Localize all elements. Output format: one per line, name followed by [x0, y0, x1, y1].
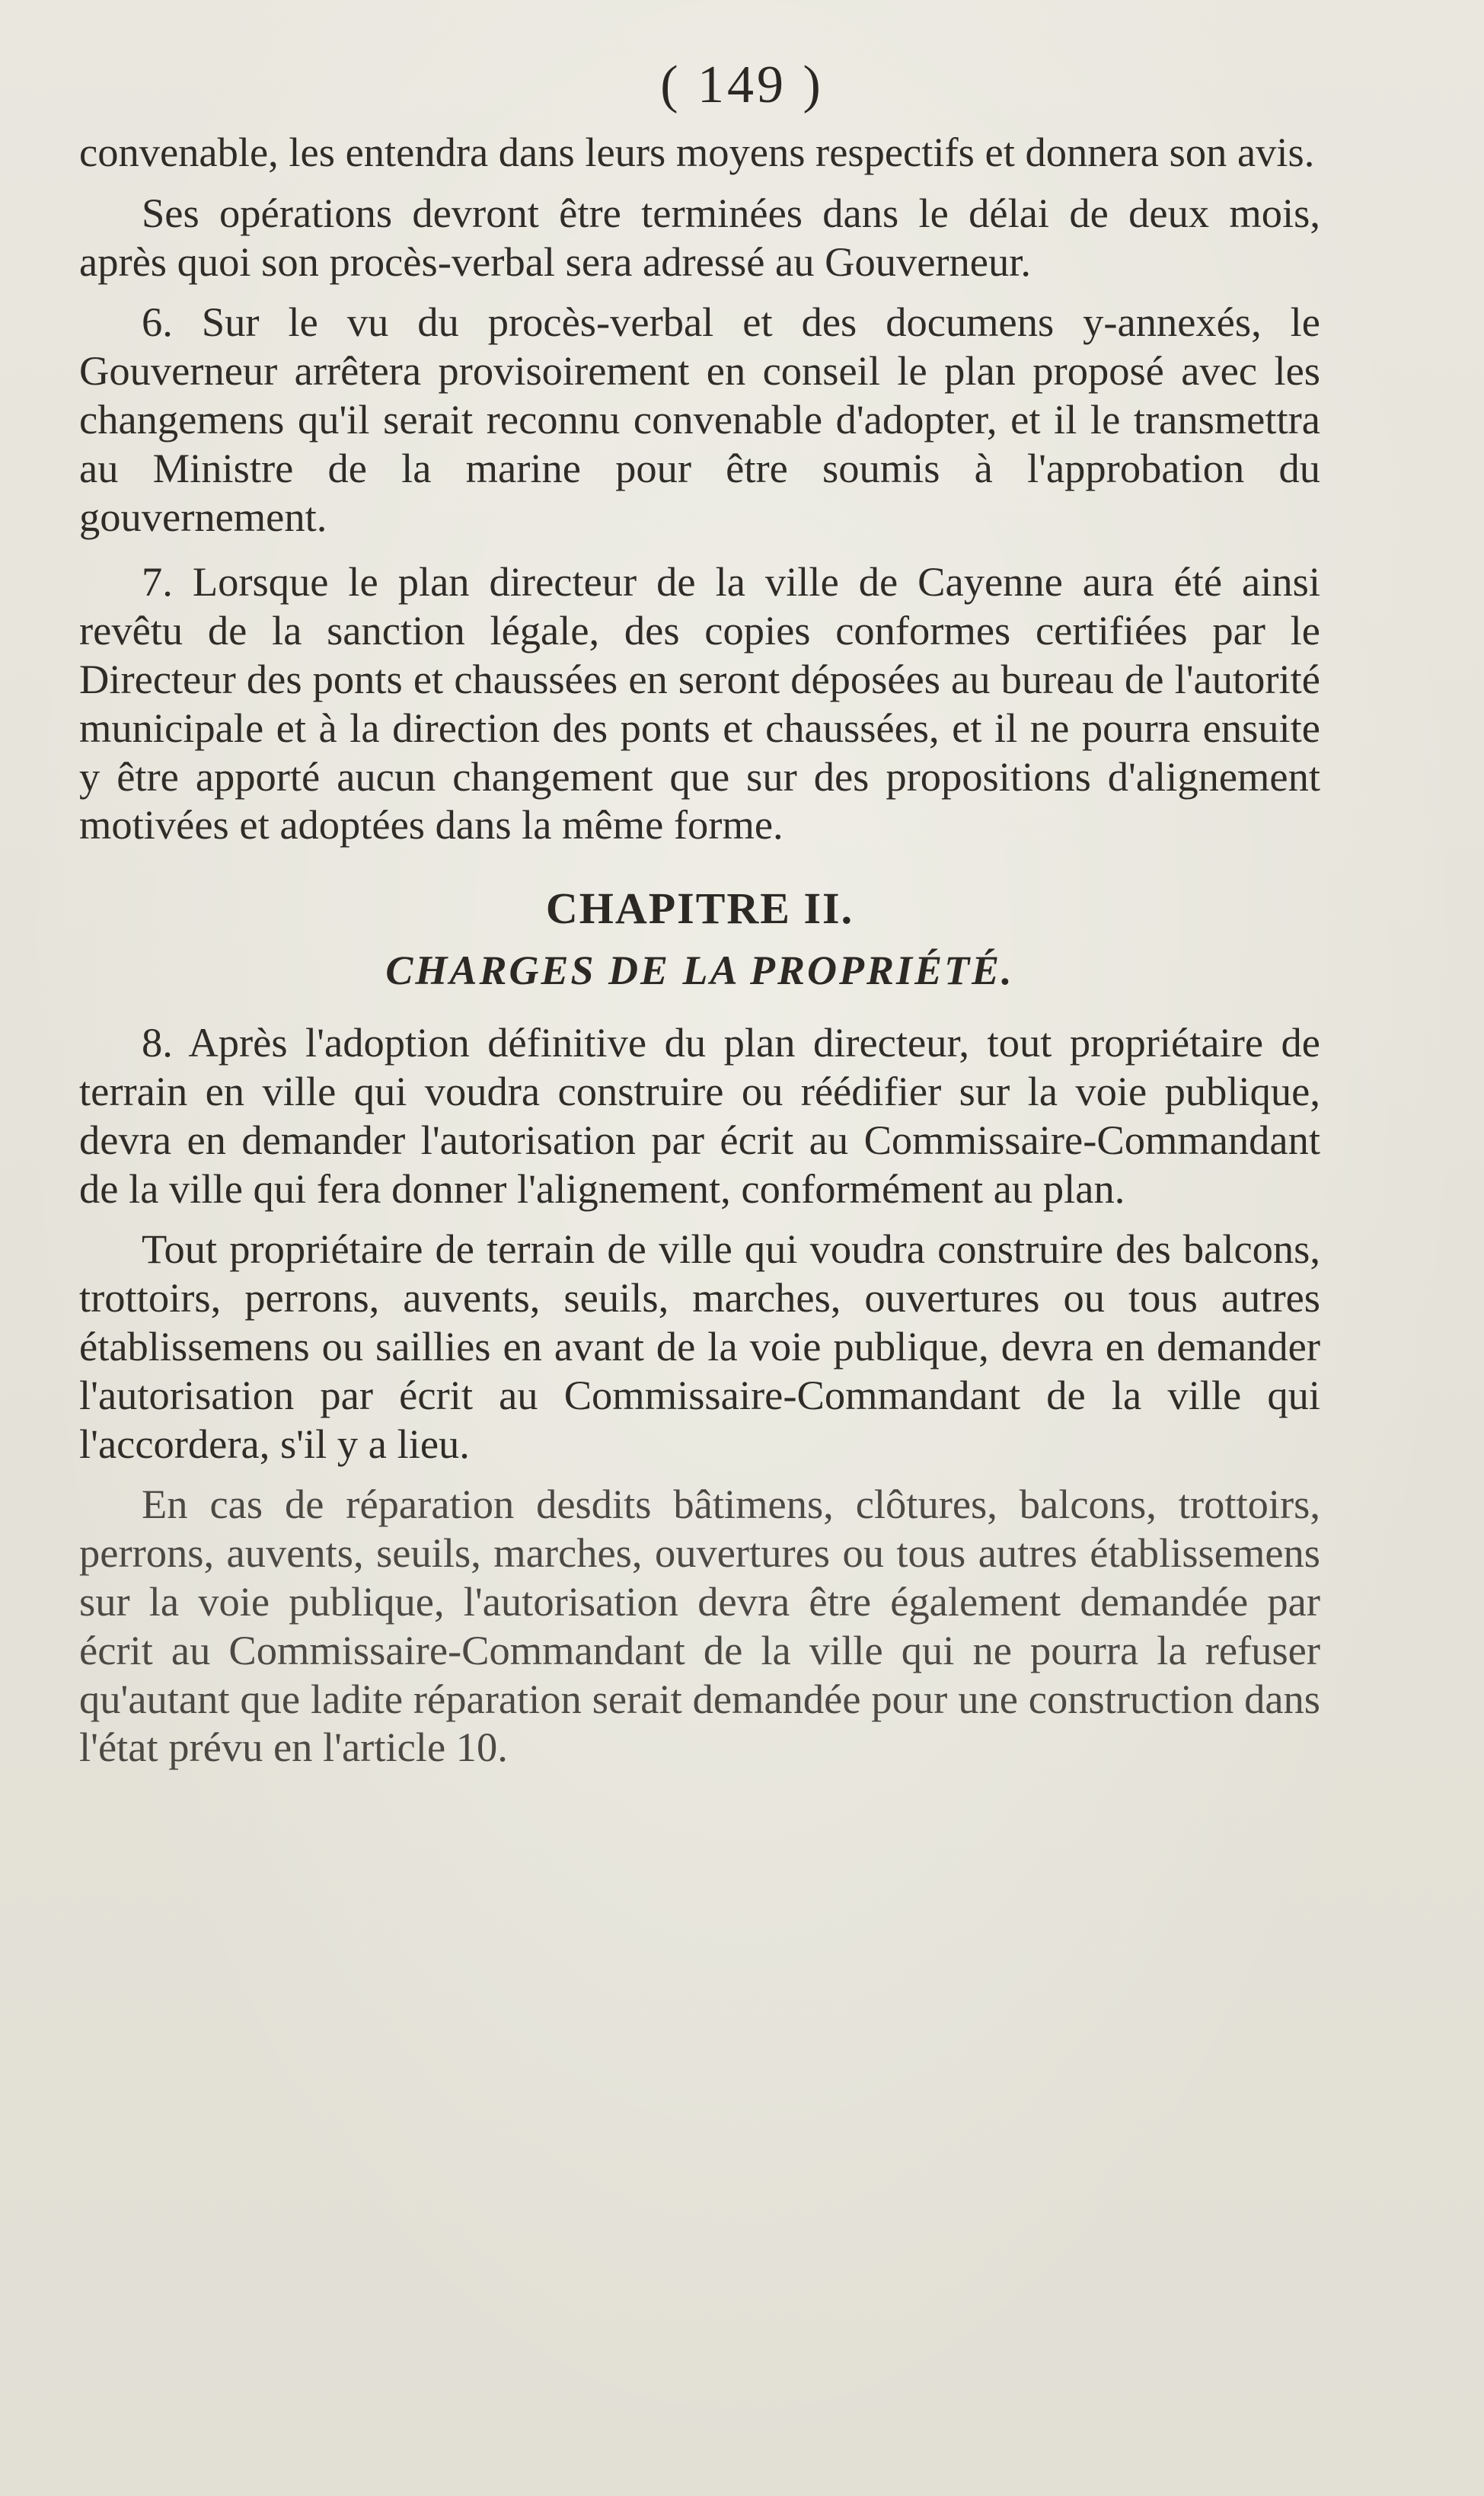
paragraph-reparation: En cas de réparation desdits bâtimens, clôtures, balcons, trottoirs, perrons, auvents, seuils, marches, ouvertures ou tous autres établissemens sur la voie publique, l'autorisation devra être également demandée par écrit au Commissaire-Commandant de la ville qui ne pourra la refuser qu'autant que ladite réparation serait demandée pour une construction dans l'état prévu en l'article 10. — [79, 1481, 1320, 1771]
paragraph-article-7: 7. Lorsque le plan directeur de la ville de Cayenne aura été ainsi revêtu de la sanction légale, des copies conformes certifiées par le Directeur des ponts et chaussées en seront déposées au bureau de l'autorité municipale et à la direction des ponts et chaussées, et il ne pourra ensuite y être apporté aucun changement que sur des propositions d'alignement motivées et adoptées dans la même forme. — [79, 558, 1320, 849]
paragraph-balcons: Tout propriétaire de terrain de ville qui voudra construire des balcons, trottoirs, perrons, auvents, seuils, marches, ouvertures ou tous autres établissemens ou saillies en avant de la voie publique, devra en demander l'autorisation par écrit au Commissaire-Commandant de la ville qui l'accordera, s'il y a lieu. — [79, 1226, 1320, 1467]
paragraph-operations: Ses opérations devront être terminées dans le délai de deux mois, après quoi son procès-verbal sera adressé au Gouverneur. — [79, 189, 1320, 285]
paragraph-article-6: 6. Sur le vu du procès-verbal et des documens y-annexés, le Gouverneur arrêtera provisoirement en conseil le plan proposé avec les changemens qu'il serait reconnu convenable d'adopter, et il le transmettra au Ministre de la marine pour être soumis à l'approbation du gouvernement. — [79, 299, 1320, 540]
paragraph-continuation: convenable, les entendra dans leurs moyens respectifs et donnera son avis. — [79, 129, 1315, 175]
paragraph-article-8: 8. Après l'adoption définitive du plan directeur, tout propriétaire de terrain en ville qui voudra construire ou réédifier sur la voie publique, devra en demander l'autorisation par écrit au Commissaire-Commandant de la ville qui fera donner l'alignement, conformément au plan. — [79, 1019, 1320, 1212]
chapter-title: CHAPITRE II. — [545, 884, 854, 934]
chapter-subtitle: CHARGES DE LA PROPRIÉTÉ. — [385, 948, 1014, 994]
body-text — [79, 128, 1320, 1772]
page-number: ( 149 ) — [660, 56, 824, 114]
